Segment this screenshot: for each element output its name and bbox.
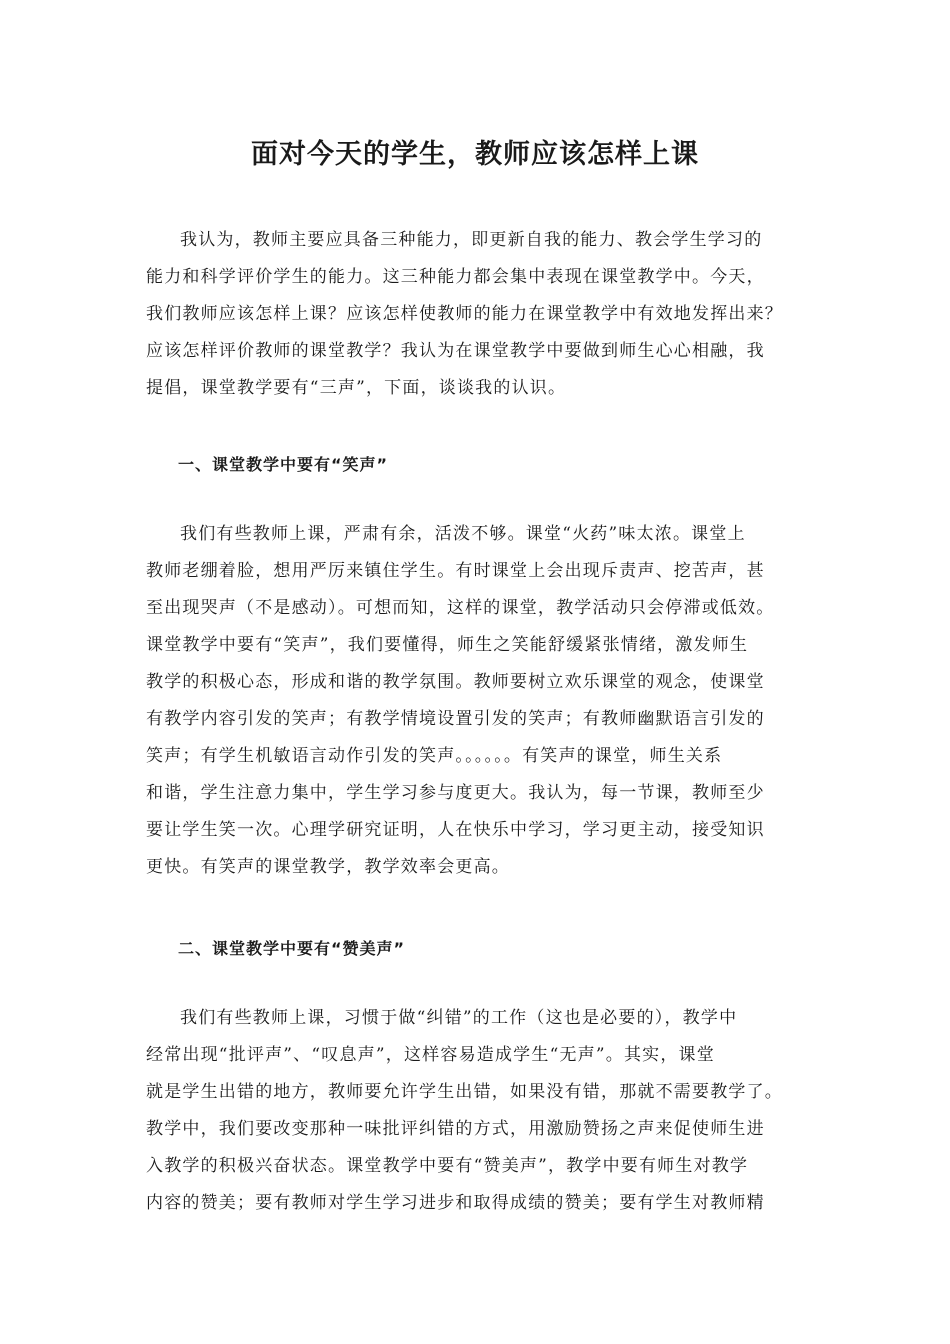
paragraph-line: 和谐，学生注意力集中，学生学习参与度更大。我认为，每一节课，教师至少 [146,783,765,803]
paragraph-line: 有教学内容引发的笑声；有教学情境设置引发的笑声；有教师幽默语言引发的 [146,709,765,729]
section-heading-praise: 二、课堂教学中要有“赞美声” [178,939,406,958]
paragraph-line: 课堂教学中要有“笑声”，我们要懂得，师生之笑能舒缓紧张情绪，激发师生 [146,635,749,655]
paragraph-line: 应该怎样评价教师的课堂教学？我认为在课堂教学中要做到师生心心相融，我 [146,341,765,361]
paragraph-line: 我认为，教师主要应具备三种能力，即更新自我的能力、教会学生学习的 [180,230,763,250]
paragraph-line: 至出现哭声（不是感动）。可想而知，这样的课堂，教学活动只会停滞或低效。 [146,598,775,618]
section-heading-laughter: 一、课堂教学中要有“笑声” [178,455,389,474]
paragraph-line: 经常出现“批评声”、“叹息声”，这样容易造成学生“无声”。其实，课堂 [146,1045,715,1065]
paragraph-intro [146,222,806,407]
paragraph-line: 提倡，课堂教学要有“三声”，下面，谈谈我的认识。 [146,378,567,398]
paragraph-line: 教学中，我们要改变那种一味批评纠错的方式，用激励赞扬之声来促使师生进 [146,1119,765,1139]
paragraph-line: 内容的赞美；要有教师对学生学习进步和取得成绩的赞美；要有学生对教师精 [146,1193,765,1213]
paragraph-line: 我们有些教师上课，严肃有余，活泼不够。课堂“火药”味太浓。课堂上 [180,524,746,544]
paragraph-praise [146,1000,806,1222]
paragraph-line: 教学的积极心态，形成和谐的教学氛围。教师要树立欢乐课堂的观念，使课堂 [146,672,765,692]
paragraph-line: 就是学生出错的地方，教师要允许学生出错，如果没有错，那就不需要教学了。 [146,1082,783,1102]
paragraph-line: 要让学生笑一次。心理学研究证明，人在快乐中学习，学习更主动，接受知识 [146,820,765,840]
paragraph-line: 我们教师应该怎样上课？应该怎样使教师的能力在课堂教学中有效地发挥出来？ [146,304,783,324]
paragraph-laughter [146,516,806,886]
paragraph-line: 我们有些教师上课，习惯于做“纠错”的工作（这也是必要的），教学中 [180,1008,738,1028]
paragraph-line: 笑声；有学生机敏语言动作引发的笑声。。。。。。有笑声的课堂，师生关系 [146,746,723,766]
paragraph-line: 教师老绷着脸，想用严厉来镇住学生。有时课堂上会出现斥责声、挖苦声，甚 [146,561,765,581]
paragraph-line: 入教学的积极兴奋状态。课堂教学中要有“赞美声”，教学中要有师生对教学 [146,1156,749,1176]
document-title: 面对今天的学生，教师应该怎样上课 [251,139,699,170]
paragraph-line: 能力和科学评价学生的能力。这三种能力都会集中表现在课堂教学中。今天， [146,267,765,287]
paragraph-line: 更快。有笑声的课堂教学，教学效率会更高。 [146,857,510,877]
